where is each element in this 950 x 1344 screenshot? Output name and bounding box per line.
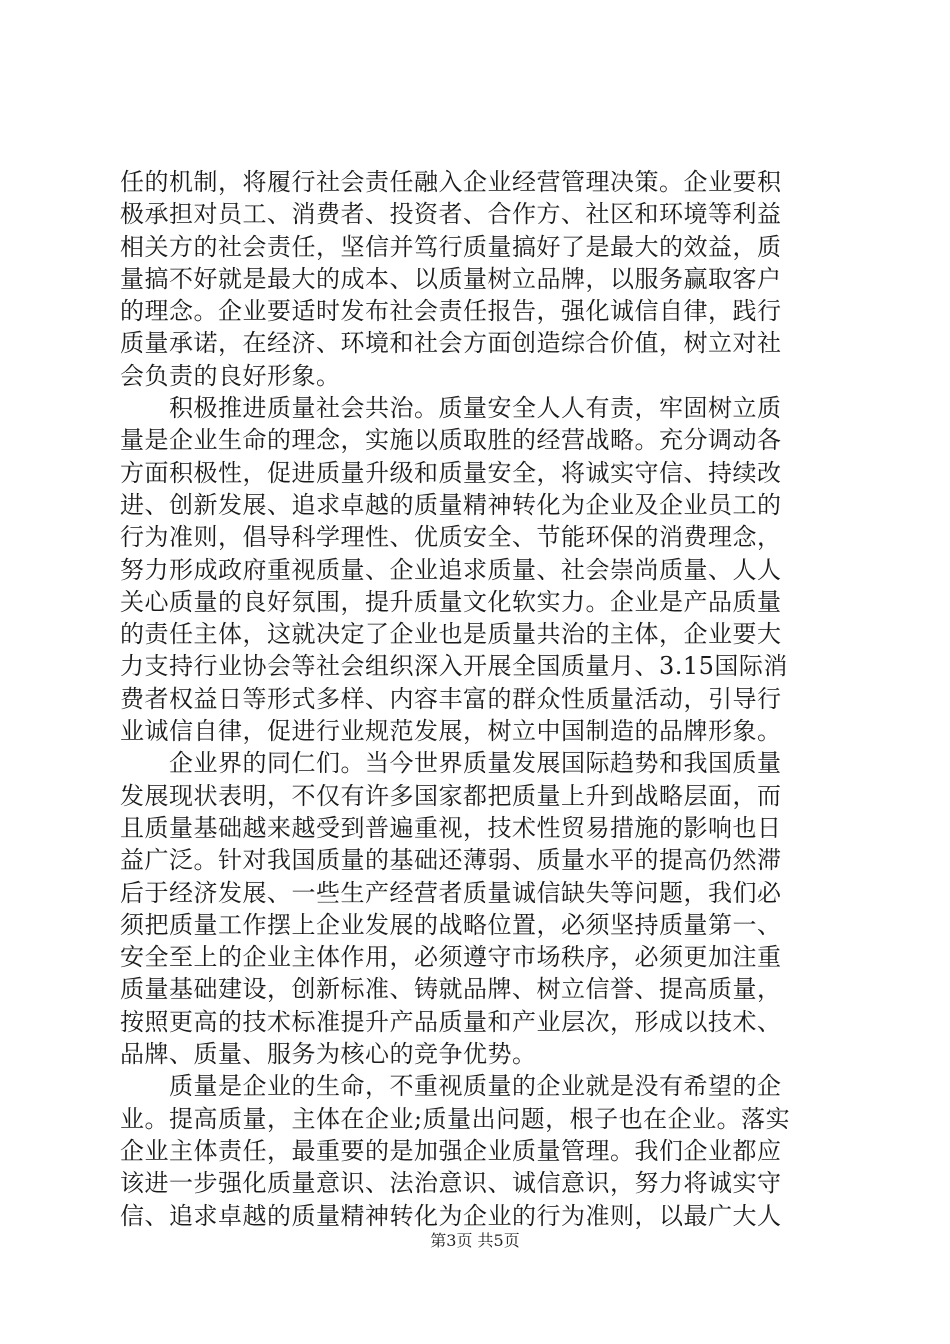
- text-line: 努力形成政府重视质量、企业追求质量、社会崇尚质量、人人: [120, 555, 782, 584]
- text-line: 质量承诺，在经济、环境和社会方面创造综合价值，树立对社: [120, 329, 782, 358]
- text-line: 该进一步强化质量意识、法治意识、诚信意识，努力将诚实守: [120, 1169, 782, 1198]
- text-line: 量是企业生命的理念，实施以质取胜的经营战略。充分调动各: [120, 426, 782, 455]
- text-line: 信、追求卓越的质量精神转化为企业的行为准则，以最广大人: [120, 1201, 782, 1230]
- text-line: 业。提高质量，主体在企业;质量出问题，根子也在企业。落实: [120, 1104, 791, 1133]
- text-line: 企业主体责任，最重要的是加强企业质量管理。我们企业都应: [120, 1136, 782, 1165]
- text-line: 任的机制，将履行社会责任融入企业经营管理决策。企业要积: [120, 168, 782, 196]
- document-body: [120, 166, 830, 1232]
- text-line: 行为准则，倡导科学理性、优质安全、节能环保的消费理念，: [120, 523, 782, 552]
- text-line: 会负责的良好形象。: [120, 361, 341, 390]
- text-line: 的责任主体，这就决定了企业也是质量共治的主体，企业要大: [120, 620, 782, 649]
- text-line: 后于经济发展、一些生产经营者质量诚信缺失等问题，我们必: [120, 878, 782, 907]
- text-line: 量搞不好就是最大的成本、以质量树立品牌，以服务赢取客户: [120, 264, 782, 293]
- text-line: 企业界的同仁们。当今世界质量发展国际趋势和我国质量: [120, 749, 782, 778]
- text-line: 费者权益日等形式多样、内容丰富的群众性质量活动，引导行: [120, 684, 782, 713]
- text-line: 的理念。企业要适时发布社会责任报告，强化诚信自律，践行: [120, 297, 782, 326]
- text-line: 品牌、质量、服务为核心的竞争优势。: [120, 1040, 537, 1069]
- text-line: 相关方的社会责任，坚信并笃行质量搞好了是最大的效益，质: [120, 232, 782, 261]
- text-line: 业诚信自律，促进行业规范发展，树立中国制造的品牌形象。: [120, 717, 782, 746]
- text-line: 按照更高的技术标准提升产品质量和产业层次，形成以技术、: [120, 1007, 782, 1036]
- text-line: 益广泛。针对我国质量的基础还薄弱、质量水平的提高仍然滞: [120, 846, 782, 875]
- text-line: 发展现状表明，不仅有许多国家都把质量上升到战略层面，而: [120, 781, 782, 810]
- text-line: 须把质量工作摆上企业发展的战略位置，必须坚持质量第一、: [120, 910, 782, 939]
- text-line: 极承担对员工、消费者、投资者、合作方、社区和环境等利益: [120, 200, 782, 229]
- text-line: 关心质量的良好氛围，提升质量文化软实力。企业是产品质量: [120, 587, 782, 616]
- page-footer: 第3页 共5页: [430, 1231, 520, 1250]
- text-line: 积极推进质量社会共治。质量安全人人有责，牢固树立质: [120, 394, 782, 423]
- text-line: 方面积极性，促进质量升级和质量安全，将诚实守信、持续改: [120, 458, 782, 487]
- text-line: 质量是企业的生命，不重视质量的企业就是没有希望的企: [120, 1072, 782, 1101]
- text-line: 且质量基础越来越受到普遍重视，技术性贸易措施的影响也日: [120, 813, 782, 842]
- text-line: 力支持行业协会等社会组织深入开展全国质量月、3.15国际消: [120, 652, 788, 681]
- text-line: 进、创新发展、追求卓越的质量精神转化为企业及企业员工的: [120, 490, 782, 519]
- text-line: 安全至上的企业主体作用，必须遵守市场秩序，必须更加注重: [120, 943, 782, 972]
- text-line: 质量基础建设，创新标准、铸就品牌、树立信誉、提高质量，: [120, 975, 782, 1004]
